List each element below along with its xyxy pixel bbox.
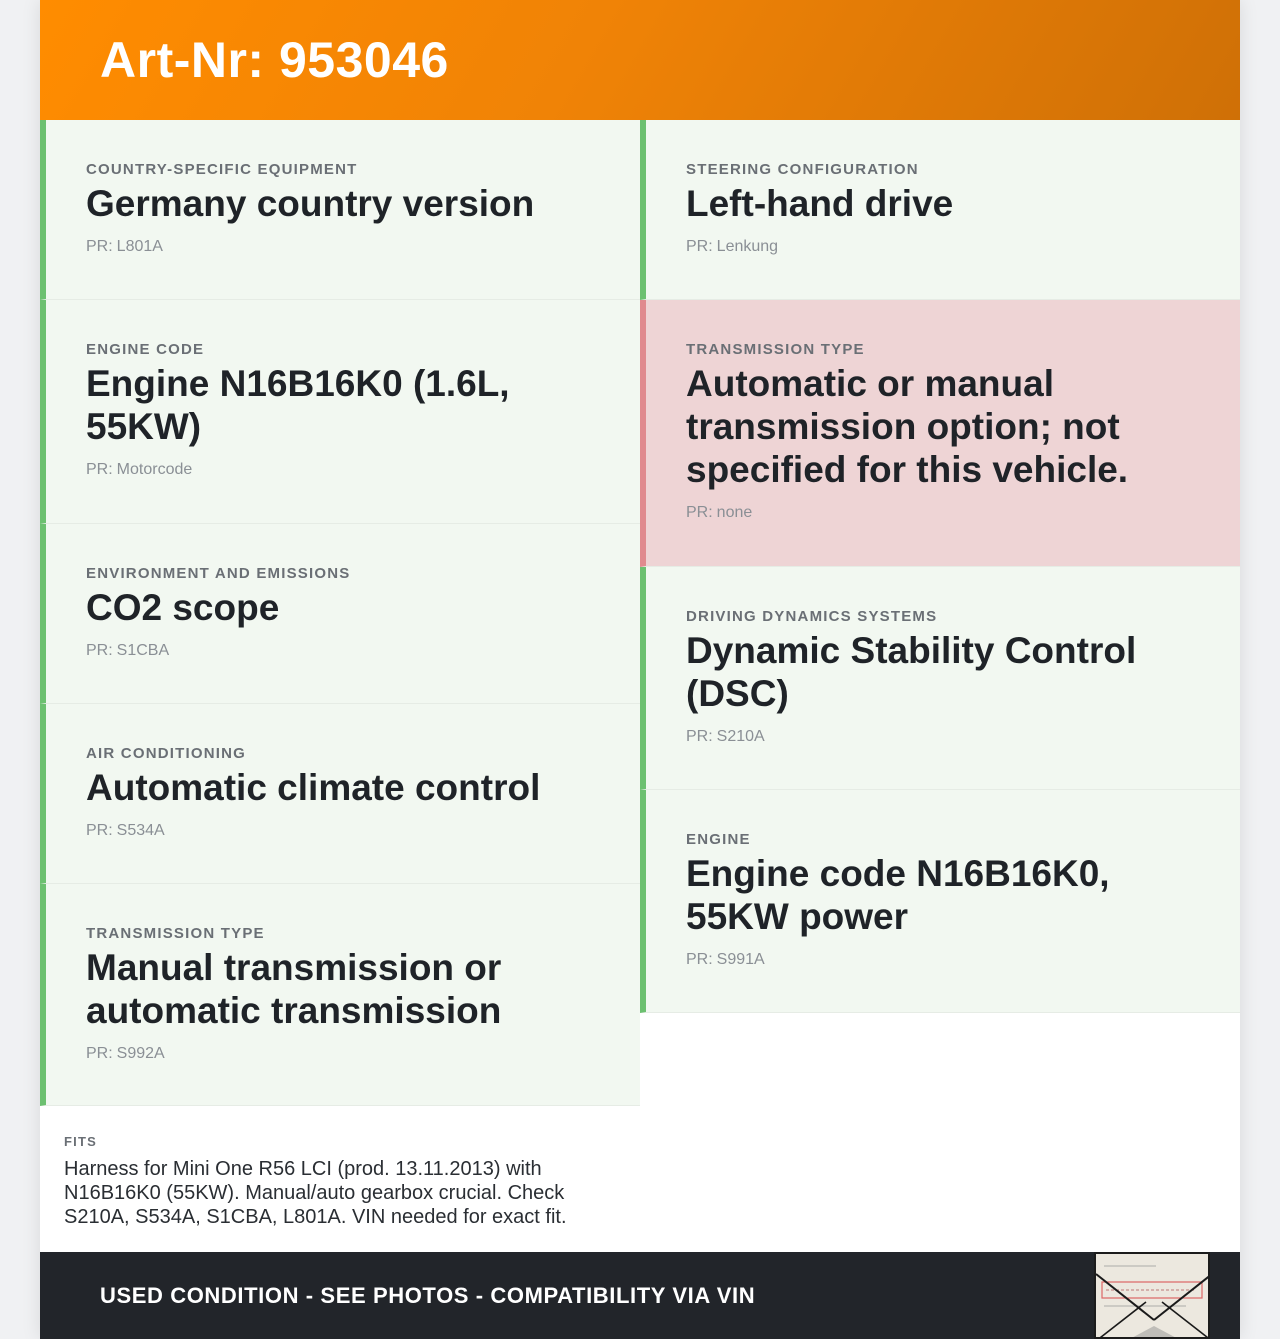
equipment-card [640,120,1240,300]
equipment-card [40,524,640,704]
card-category: AIR CONDITIONING [86,745,247,762]
card-value: Germany country version [86,183,535,224]
equipment-card [40,300,640,524]
card-value: Engine N16B16K0 (1.6L, 55KW) [86,363,510,447]
fits-section [40,1106,640,1252]
fits-label: FITS [64,1134,97,1149]
page [40,0,1240,1339]
card-category: ENGINE [686,831,751,848]
label-photo-graphic [1096,1254,1210,1339]
card-pr-code: PR: Lenkung [686,238,779,255]
card-value: Dynamic Stability Control (DSC) [686,630,1137,714]
equipment-card [640,790,1240,1013]
card-pr-code: PR: L801A [86,238,163,255]
card-value: CO2 scope [86,587,280,628]
card-value: Automatic climate control [86,767,541,808]
card-pr-code: PR: S992A [86,1045,165,1062]
page-title: Art-Nr: 953046 [100,32,449,88]
equipment-card-warning [640,300,1240,567]
footer-text: USED CONDITION - SEE PHOTOS - COMPATIBILITY VIA VIN [100,1282,756,1308]
card-pr-code: PR: S210A [686,728,765,745]
header-banner [40,0,1240,120]
card-category: TRANSMISSION TYPE [86,925,265,942]
card-pr-code: PR: S991A [686,951,765,968]
fits-text: Harness for Mini One R56 LCI (prod. 13.11.2013) with N16B16K0 (55KW). Manual/auto gearbox crucial. Check S210A, S534A, S1CBA, L801A. VIN needed for exact fit. [64,1158,567,1228]
card-value: Automatic or manual transmission option; not specified for this vehicle. [686,363,1129,490]
card-category: ENGINE CODE [86,341,205,358]
right-column [640,120,1240,1013]
equipment-card [40,120,640,300]
card-category: STEERING CONFIGURATION [686,161,919,178]
card-pr-code: PR: S1CBA [86,642,170,659]
card-category: TRANSMISSION TYPE [686,341,865,358]
equipment-card [40,884,640,1106]
card-pr-code: PR: S534A [86,822,165,839]
footer-bar [40,1252,1240,1339]
card-pr-code: PR: none [686,504,753,521]
equipment-card [40,704,640,884]
card-value: Left-hand drive [686,183,954,224]
card-value: Manual transmission or automatic transmission [86,947,502,1031]
card-value: Engine code N16B16K0, 55KW power [686,853,1110,937]
card-category: DRIVING DYNAMICS SYSTEMS [686,608,938,625]
card-category: ENVIRONMENT AND EMISSIONS [86,565,351,582]
left-column [40,120,640,1106]
card-pr-code: PR: Motorcode [86,461,193,478]
vehicle-label-photo [1094,1252,1210,1339]
equipment-card [640,567,1240,790]
card-category: COUNTRY-SPECIFIC EQUIPMENT [86,161,358,178]
